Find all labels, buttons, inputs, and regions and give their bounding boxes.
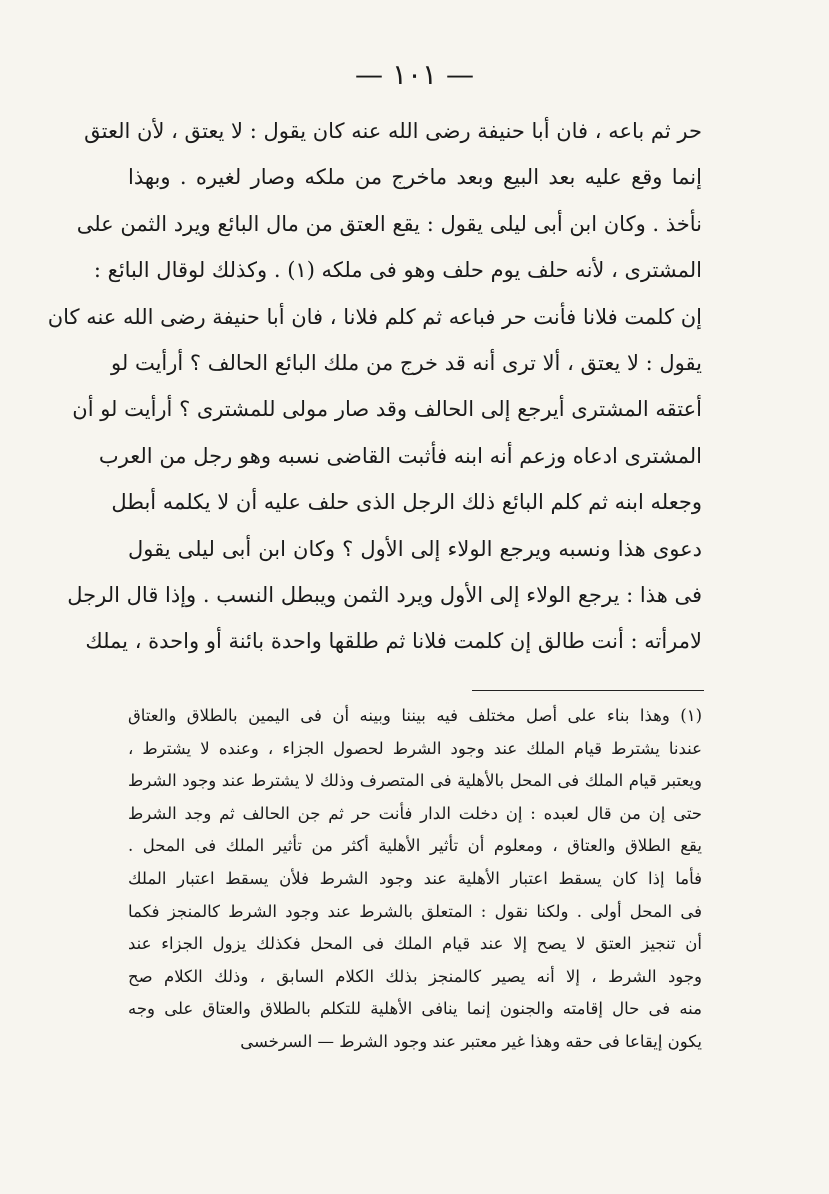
- footnote-line: منه فى حال إقامته والجنون إنما ينافى الأهلية للتكلم بالطلاق والعتاق على وجه: [128, 999, 702, 1019]
- main-text-line: أعتقه المشترى أيرجع إلى الحالف وقد صار مولى للمشترى ؟ أرأيت لو أن: [72, 397, 702, 422]
- main-text-line: دعوى هذا ونسبه ويرجع الولاء إلى الأول ؟ وكان ابن أبى ليلى يقول: [128, 536, 702, 561]
- footnote-line: عندنا يشترط قيام الملك عند وجود الشرط لحصول الجزاء ، وعنده لا يشترط ،: [128, 738, 702, 758]
- main-text-line: المشترى ادعاه وزعم أنه ابنه فأثبت القاضى نسبه وهو رجل من العرب: [98, 443, 702, 468]
- main-text-line: المشترى ، لأنه حلف يوم حلف وهو فى ملكه (١) . وكذلك لوقال البائع :: [93, 258, 702, 283]
- footnote-line: ويعتبر قيام الملك فى المحل بالأهلية فى المتصرف وذلك لا يشترط عند وجود الشرط: [128, 771, 702, 791]
- main-text-line: فى هذا : يرجع الولاء إلى الأول ويرد الثمن ويبطل النسب . وإذا قال الرجل: [67, 582, 702, 607]
- main-text-line: لامرأته : أنت طالق إن كلمت فلانا ثم طلقها واحدة بائنة أو واحدة ، يملك: [85, 629, 702, 654]
- main-text-line: حر ثم باعه ، فان أبا حنيفة رضى الله عنه كان يقول : لا يعتق ، لأن العتق: [84, 119, 702, 143]
- main-text: [47, 108, 702, 665]
- main-text-line: نأخذ . وكان ابن أبى ليلى يقول : يقع العتق من مال البائع ويرد الثمن على: [76, 211, 702, 236]
- page-number: — ١٠١ —: [355, 58, 474, 91]
- main-text-line: وجعله ابنه ثم كلم البائع ذلك الرجل الذى حلف عليه أن لا يكلمه أبطل: [111, 490, 702, 515]
- main-text-line: إنما وقع عليه بعد البيع وبعد ماخرج من ملكه وصار لغيره . وبهذا: [128, 165, 702, 190]
- footnote: [128, 700, 702, 1059]
- footnote-line: فأما إذا كان يسقط اعتبار الأهلية عند وجود الشرط فلأن يسقط اعتبار الملك: [128, 868, 702, 888]
- footnote-separator: [472, 690, 704, 691]
- footnote-line: فى المحل أولى . ولكنا نقول : المتعلق بالشرط عند وجود الشرط كالمنجز فكما: [128, 901, 702, 921]
- main-text-line: إن كلمت فلانا فأنت حر فباعه ثم كلم فلانا ، فان أبا حنيفة رضى الله عنه كان: [47, 304, 702, 329]
- footnote-line: يكون إيقاعا فى حقه وهذا غير معتبر عند وجود الشرط — السرخسى: [240, 1031, 702, 1051]
- footnote-line: يقع الطلاق والعتاق ، ومعلوم أن تأثير الأهلية أكثر من تأثير الملك فى المحل .: [128, 836, 702, 856]
- footnote-line: وجود الشرط ، إلا أنه يصير كالمنجز بذلك الكلام السابق ، وذلك الكلام صح: [128, 966, 702, 986]
- footnote-line: (١) وهذا بناء على أصل مختلف فيه بيننا وبينه أن فى اليمين بالطلاق والعتاق: [128, 706, 702, 725]
- main-text-line: يقول : لا يعتق ، ألا ترى أنه قد خرج من ملك البائع الحالف ؟ أرأيت لو: [111, 350, 702, 375]
- footnote-line: أن تنجيز العتق لا يصح إلا عند قيام الملك فى المحل فكذلك يزول الجزاء عند: [128, 934, 702, 954]
- footnote-line: حتى إن من قال لعبده : إن دخلت الدار فأنت حر ثم جن الحالف ثم وجد الشرط: [128, 803, 702, 823]
